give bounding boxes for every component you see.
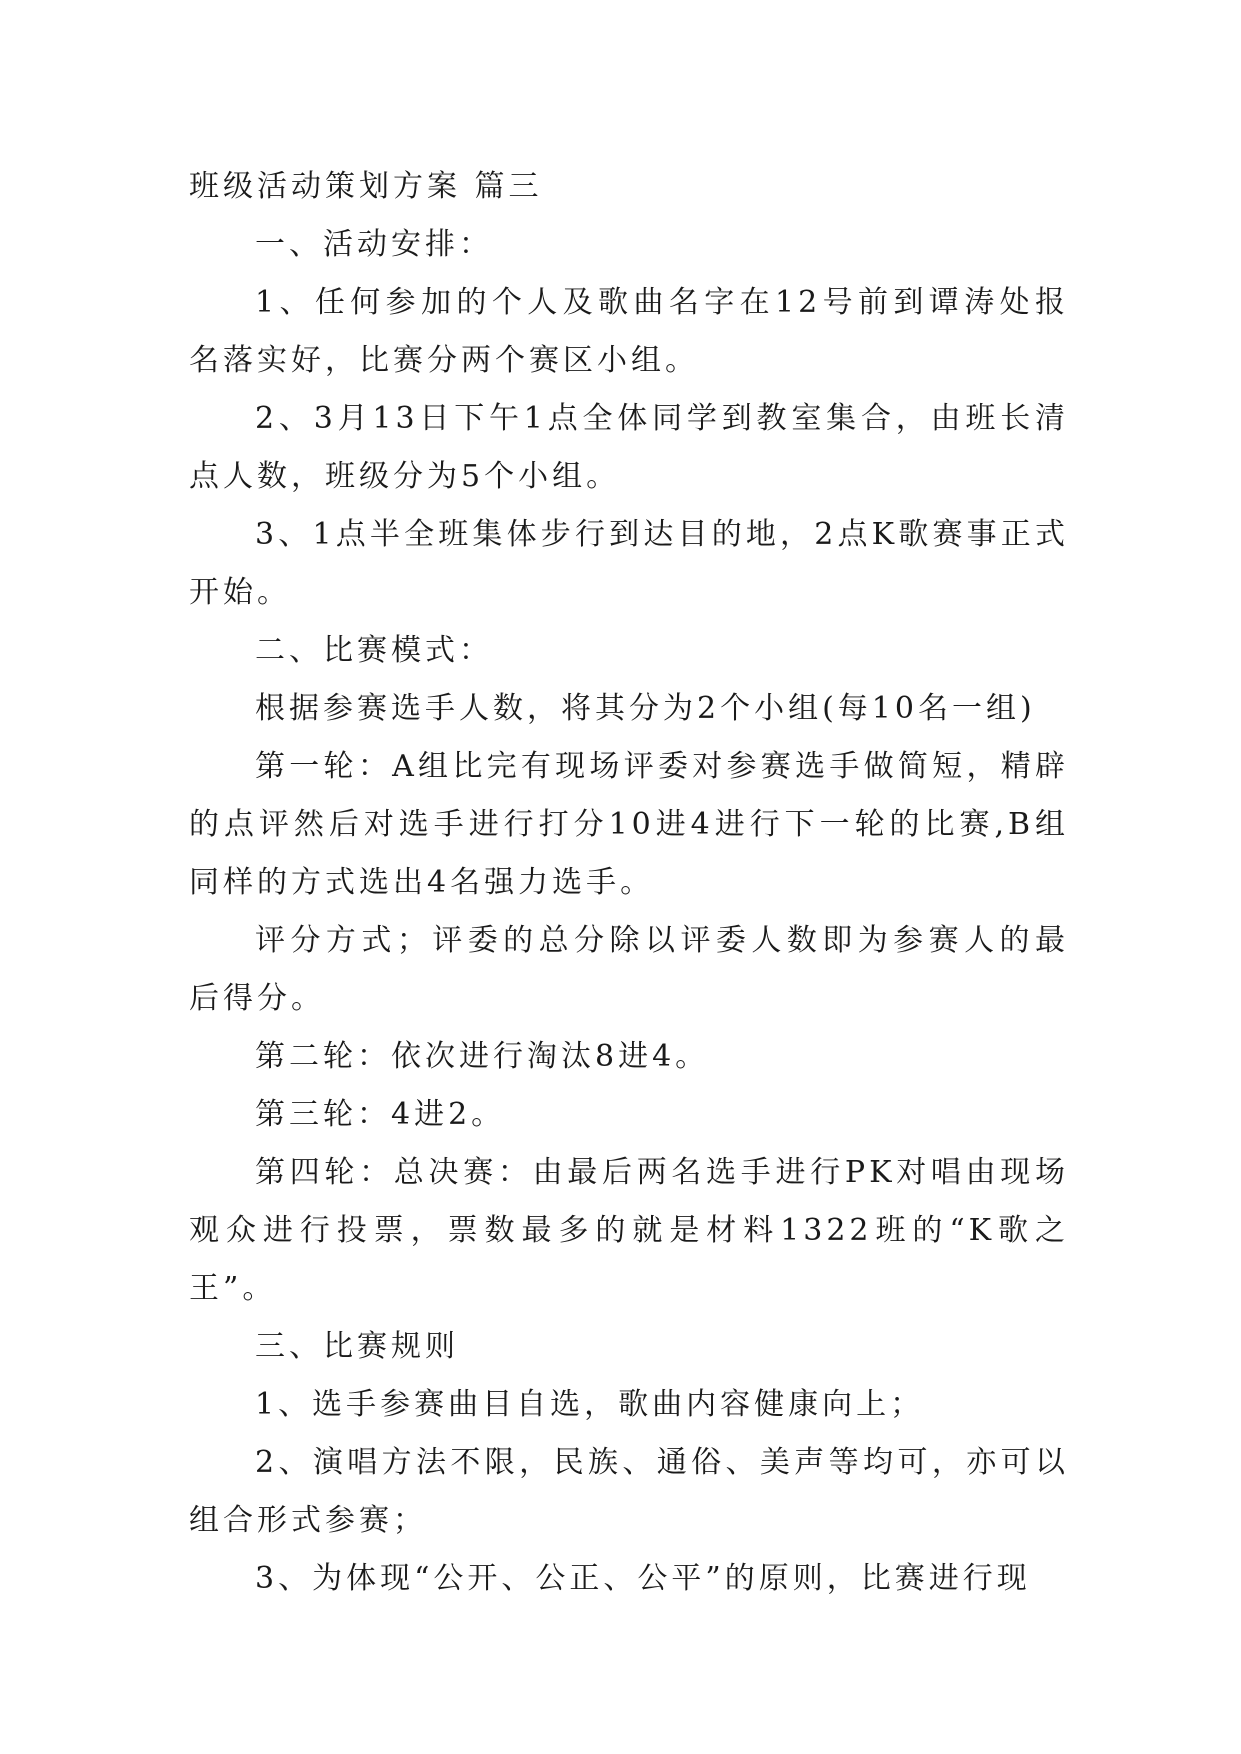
document-body	[189, 158, 1069, 1608]
paragraph-departure: 3、1点半全班集体步行到达目的地，2点K歌赛事正式开始。	[189, 517, 1069, 610]
paragraph-round-four: 第四轮：总决赛：由最后两名选手进行PK对唱由现场观众进行投票，票数最多的就是材料1322班的“K歌之王”。	[189, 1155, 1069, 1306]
section-heading-competition-mode: 二、比赛模式：	[255, 633, 493, 668]
paragraph-rule-three: 3、为体现“公开、公正、公平”的原则，比赛进行现	[255, 1561, 1031, 1596]
paragraph-rule-two: 2、演唱方法不限，民族、通俗、美声等均可，亦可以组合形式参赛；	[189, 1445, 1069, 1538]
section-heading-competition-rules: 三、比赛规则	[255, 1329, 459, 1364]
paragraph-round-two: 第二轮：依次进行淘汰8进4。	[255, 1039, 710, 1074]
paragraph-assembly: 2、3月13日下午1点全体同学到教室集合，由班长清点人数，班级分为5个小组。	[189, 401, 1069, 494]
paragraph-grouping: 根据参赛选手人数，将其分为2个小组(每10名一组)	[255, 691, 1036, 726]
paragraph-round-one: 第一轮：A组比完有现场评委对参赛选手做简短，精辟的点评然后对选手进行打分10进4进行下一轮的比赛,B组同样的方式选出4名强力选手。	[189, 749, 1069, 900]
paragraph-registration: 1、任何参加的个人及歌曲名字在12号前到谭涛处报名落实好，比赛分两个赛区小组。	[189, 285, 1069, 378]
document-title: 班级活动策划方案 篇三	[189, 169, 543, 204]
section-heading-activity-arrangement: 一、活动安排：	[255, 227, 493, 262]
paragraph-rule-one: 1、选手参赛曲目自选，歌曲内容健康向上；	[255, 1387, 925, 1422]
paragraph-scoring-method: 评分方式；评委的总分除以评委人数即为参赛人的最后得分。	[189, 923, 1069, 1016]
paragraph-round-three: 第三轮：4进2。	[255, 1097, 506, 1132]
